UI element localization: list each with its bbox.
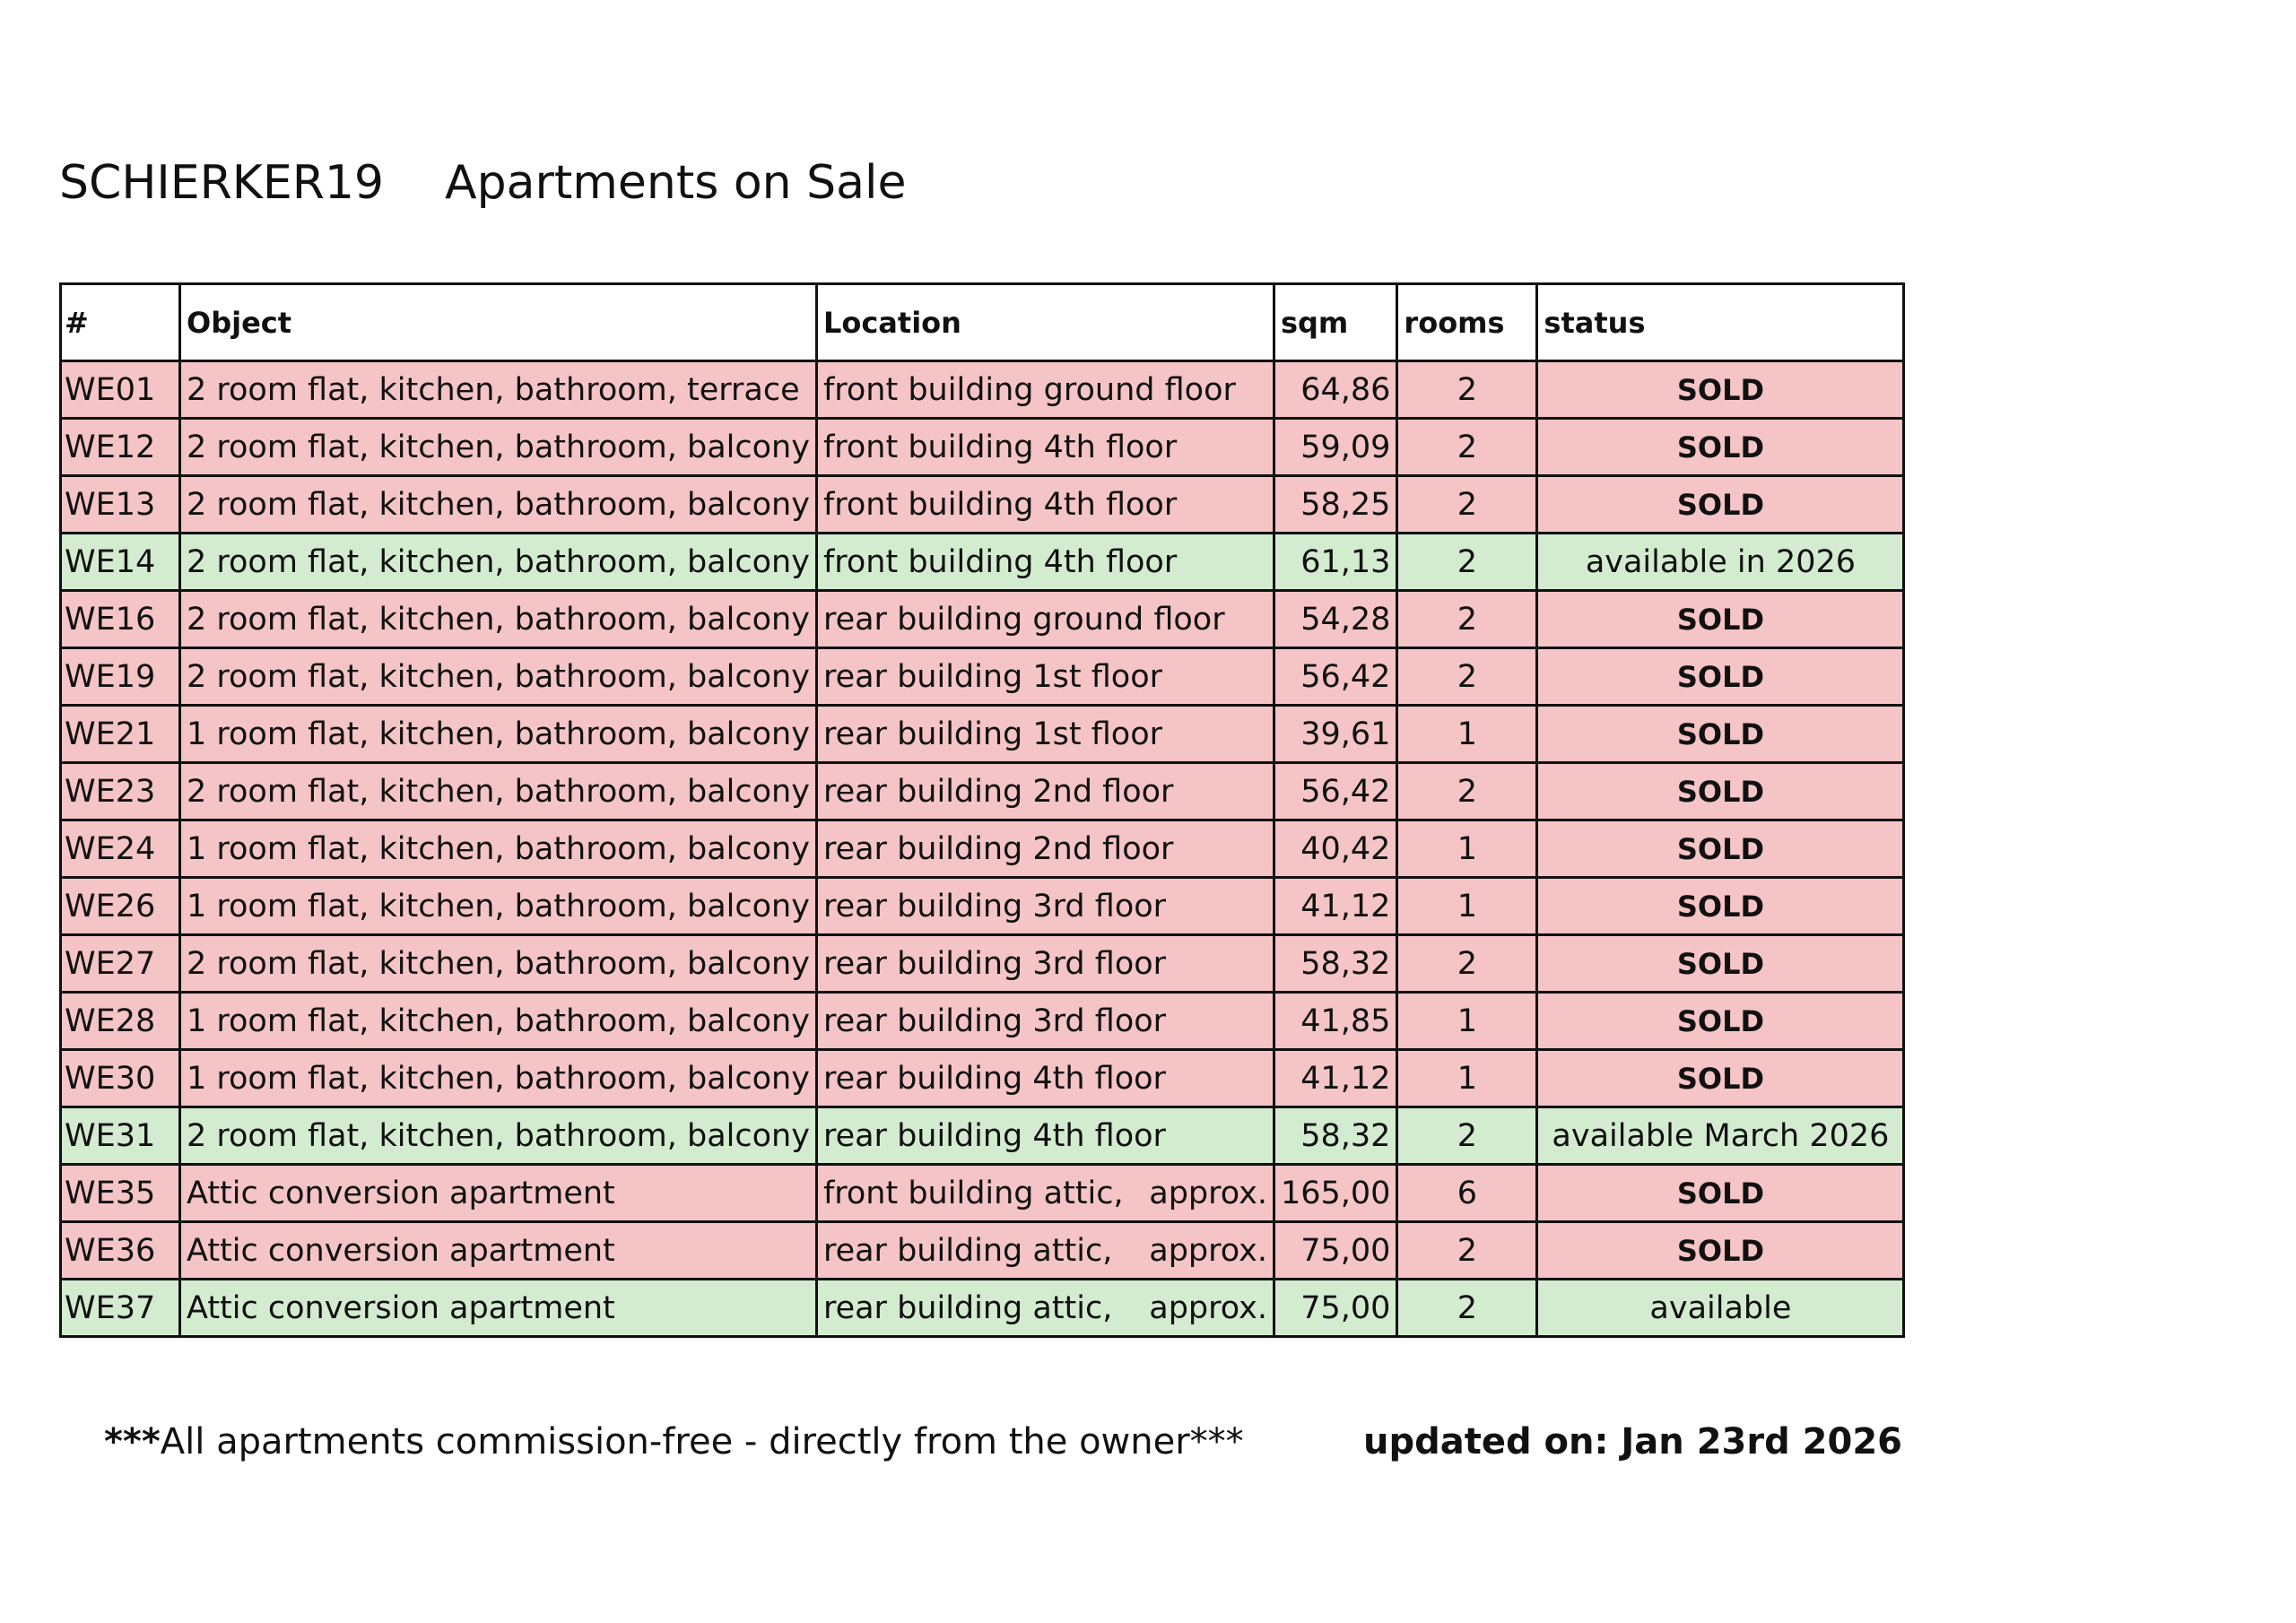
status-badge: SOLD — [1537, 706, 1904, 763]
cell-location — [816, 419, 1274, 476]
cell-rooms: 1 — [1397, 993, 1537, 1050]
cell-sqm: 56,42 — [1274, 763, 1396, 820]
table-row — [61, 878, 1904, 935]
cell-location — [816, 476, 1274, 534]
location-text: front building 4th floor — [822, 429, 1178, 465]
cell-location — [816, 361, 1274, 419]
cell-object: 2 room flat, kitchen, bathroom, balcony — [180, 591, 817, 648]
cell-object: 2 room flat, kitchen, bathroom, balcony — [180, 648, 817, 706]
status-badge: available March 2026 — [1537, 1107, 1904, 1165]
cell-sqm: 75,00 — [1274, 1280, 1396, 1337]
table-row — [61, 935, 1904, 993]
cell-id: WE13 — [61, 476, 180, 534]
cell-object: 2 room flat, kitchen, bathroom, balcony — [180, 476, 817, 534]
location-text: rear building attic, — [822, 1289, 1113, 1326]
cell-id: WE01 — [61, 361, 180, 419]
cell-location — [816, 534, 1274, 591]
cell-rooms: 2 — [1397, 648, 1537, 706]
location-text: front building 4th floor — [822, 486, 1178, 523]
location-text: rear building 1st floor — [822, 658, 1162, 695]
table-row — [61, 1050, 1904, 1107]
cell-sqm: 39,61 — [1274, 706, 1396, 763]
header-sqm: sqm — [1274, 284, 1396, 361]
location-text: rear building 3rd floor — [822, 888, 1167, 924]
cell-id: WE16 — [61, 591, 180, 648]
cell-location — [816, 820, 1274, 878]
table-row — [61, 1165, 1904, 1222]
status-badge: SOLD — [1537, 419, 1904, 476]
updated-date: updated on: Jan 23rd 2026 — [1363, 1421, 1902, 1462]
cell-rooms: 2 — [1397, 476, 1537, 534]
status-badge: SOLD — [1537, 993, 1904, 1050]
cell-location — [816, 1050, 1274, 1107]
cell-location — [816, 648, 1274, 706]
header-status: status — [1537, 284, 1904, 361]
cell-id: WE12 — [61, 419, 180, 476]
cell-rooms: 2 — [1397, 763, 1537, 820]
cell-id: WE14 — [61, 534, 180, 591]
cell-object: 1 room flat, kitchen, bathroom, balcony — [180, 706, 817, 763]
cell-id: WE30 — [61, 1050, 180, 1107]
table-row — [61, 820, 1904, 878]
status-badge: SOLD — [1537, 1222, 1904, 1280]
cell-id: WE21 — [61, 706, 180, 763]
table-row — [61, 993, 1904, 1050]
location-text: rear building attic, — [822, 1232, 1113, 1269]
cell-object: Attic conversion apartment — [180, 1165, 817, 1222]
cell-id: WE27 — [61, 935, 180, 993]
cell-rooms: 6 — [1397, 1165, 1537, 1222]
location-text: front building 4th floor — [822, 543, 1178, 580]
cell-id: WE26 — [61, 878, 180, 935]
location-text: rear building ground floor — [822, 601, 1225, 638]
cell-object: 2 room flat, kitchen, bathroom, balcony — [180, 1107, 817, 1165]
location-text: rear building 2nd floor — [822, 773, 1174, 810]
cell-id: WE36 — [61, 1222, 180, 1280]
cell-sqm: 59,09 — [1274, 419, 1396, 476]
cell-object: 2 room flat, kitchen, bathroom, balcony — [180, 935, 817, 993]
status-badge: SOLD — [1537, 763, 1904, 820]
page-title — [59, 151, 906, 215]
status-badge: SOLD — [1537, 591, 1904, 648]
cell-sqm: 75,00 — [1274, 1222, 1396, 1280]
status-badge: SOLD — [1537, 1165, 1904, 1222]
status-badge: available in 2026 — [1537, 534, 1904, 591]
header-location: Location — [816, 284, 1274, 361]
table-row — [61, 1280, 1904, 1337]
location-text: rear building 4th floor — [822, 1117, 1166, 1154]
table-body — [61, 361, 1904, 1337]
cell-location — [816, 1165, 1274, 1222]
location-approx: approx. — [1149, 1175, 1267, 1211]
cell-sqm: 41,85 — [1274, 993, 1396, 1050]
table-row — [61, 361, 1904, 419]
table-row — [61, 1222, 1904, 1280]
table-row — [61, 534, 1904, 591]
cell-rooms: 2 — [1397, 1107, 1537, 1165]
location-text: rear building 3rd floor — [822, 945, 1167, 982]
cell-object: 1 room flat, kitchen, bathroom, balcony — [180, 878, 817, 935]
commission-note — [104, 1421, 1244, 1462]
cell-object: 1 room flat, kitchen, bathroom, balcony — [180, 1050, 817, 1107]
cell-object: 2 room flat, kitchen, bathroom, balcony — [180, 534, 817, 591]
cell-id: WE23 — [61, 763, 180, 820]
status-badge: SOLD — [1537, 1050, 1904, 1107]
location-text: front building ground floor — [822, 371, 1236, 408]
table-row — [61, 648, 1904, 706]
cell-location — [816, 878, 1274, 935]
table-row — [61, 591, 1904, 648]
cell-sqm: 41,12 — [1274, 878, 1396, 935]
cell-sqm: 58,32 — [1274, 935, 1396, 993]
cell-rooms: 2 — [1397, 1222, 1537, 1280]
cell-sqm: 56,42 — [1274, 648, 1396, 706]
cell-id: WE28 — [61, 993, 180, 1050]
cell-rooms: 1 — [1397, 820, 1537, 878]
cell-rooms: 2 — [1397, 534, 1537, 591]
location-text: front building attic, — [822, 1175, 1124, 1211]
cell-object: 2 room flat, kitchen, bathroom, terrace — [180, 361, 817, 419]
location-approx: approx. — [1149, 1289, 1267, 1326]
cell-id: WE31 — [61, 1107, 180, 1165]
note-text: All apartments commission-free - directly from the owner*** — [160, 1421, 1244, 1462]
page-subtitle: Apartments on Sale — [445, 156, 907, 210]
table-row — [61, 706, 1904, 763]
cell-sqm: 165,00 — [1274, 1165, 1396, 1222]
location-text: rear building 4th floor — [822, 1060, 1166, 1097]
cell-sqm: 58,32 — [1274, 1107, 1396, 1165]
cell-rooms: 2 — [1397, 591, 1537, 648]
apartments-table — [59, 282, 1905, 1338]
table-row — [61, 763, 1904, 820]
cell-location — [816, 993, 1274, 1050]
project-name: SCHIERKER19 — [59, 156, 384, 210]
cell-sqm: 54,28 — [1274, 591, 1396, 648]
header-num: # — [61, 284, 180, 361]
note-stars: *** — [104, 1421, 161, 1462]
cell-location — [816, 1222, 1274, 1280]
status-badge: SOLD — [1537, 820, 1904, 878]
status-badge: SOLD — [1537, 878, 1904, 935]
cell-id: WE35 — [61, 1165, 180, 1222]
cell-rooms: 1 — [1397, 1050, 1537, 1107]
location-text: rear building 3rd floor — [822, 1002, 1167, 1039]
location-approx: approx. — [1149, 1232, 1267, 1269]
cell-id: WE19 — [61, 648, 180, 706]
cell-rooms: 2 — [1397, 935, 1537, 993]
cell-location — [816, 591, 1274, 648]
cell-location — [816, 706, 1274, 763]
table-header-row — [61, 284, 1904, 361]
cell-location — [816, 1107, 1274, 1165]
status-badge: available — [1537, 1280, 1904, 1337]
cell-location — [816, 1280, 1274, 1337]
cell-object: 1 room flat, kitchen, bathroom, balcony — [180, 993, 817, 1050]
cell-location — [816, 763, 1274, 820]
location-text: rear building 2nd floor — [822, 830, 1174, 867]
cell-object: Attic conversion apartment — [180, 1280, 817, 1337]
cell-sqm: 58,25 — [1274, 476, 1396, 534]
cell-object: 2 room flat, kitchen, bathroom, balcony — [180, 419, 817, 476]
table-row — [61, 419, 1904, 476]
table-row — [61, 476, 1904, 534]
header-rooms: rooms — [1397, 284, 1537, 361]
cell-object: Attic conversion apartment — [180, 1222, 817, 1280]
cell-sqm: 61,13 — [1274, 534, 1396, 591]
status-badge: SOLD — [1537, 935, 1904, 993]
cell-rooms: 2 — [1397, 419, 1537, 476]
cell-location — [816, 935, 1274, 993]
cell-object: 1 room flat, kitchen, bathroom, balcony — [180, 820, 817, 878]
cell-rooms: 1 — [1397, 706, 1537, 763]
cell-sqm: 41,12 — [1274, 1050, 1396, 1107]
table-row — [61, 1107, 1904, 1165]
cell-rooms: 1 — [1397, 878, 1537, 935]
status-badge: SOLD — [1537, 361, 1904, 419]
cell-rooms: 2 — [1397, 361, 1537, 419]
status-badge: SOLD — [1537, 648, 1904, 706]
cell-id: WE24 — [61, 820, 180, 878]
cell-sqm: 64,86 — [1274, 361, 1396, 419]
location-text: rear building 1st floor — [822, 716, 1162, 752]
cell-object: 2 room flat, kitchen, bathroom, balcony — [180, 763, 817, 820]
status-badge: SOLD — [1537, 476, 1904, 534]
cell-sqm: 40,42 — [1274, 820, 1396, 878]
header-object: Object — [180, 284, 817, 361]
cell-rooms: 2 — [1397, 1280, 1537, 1337]
cell-id: WE37 — [61, 1280, 180, 1337]
